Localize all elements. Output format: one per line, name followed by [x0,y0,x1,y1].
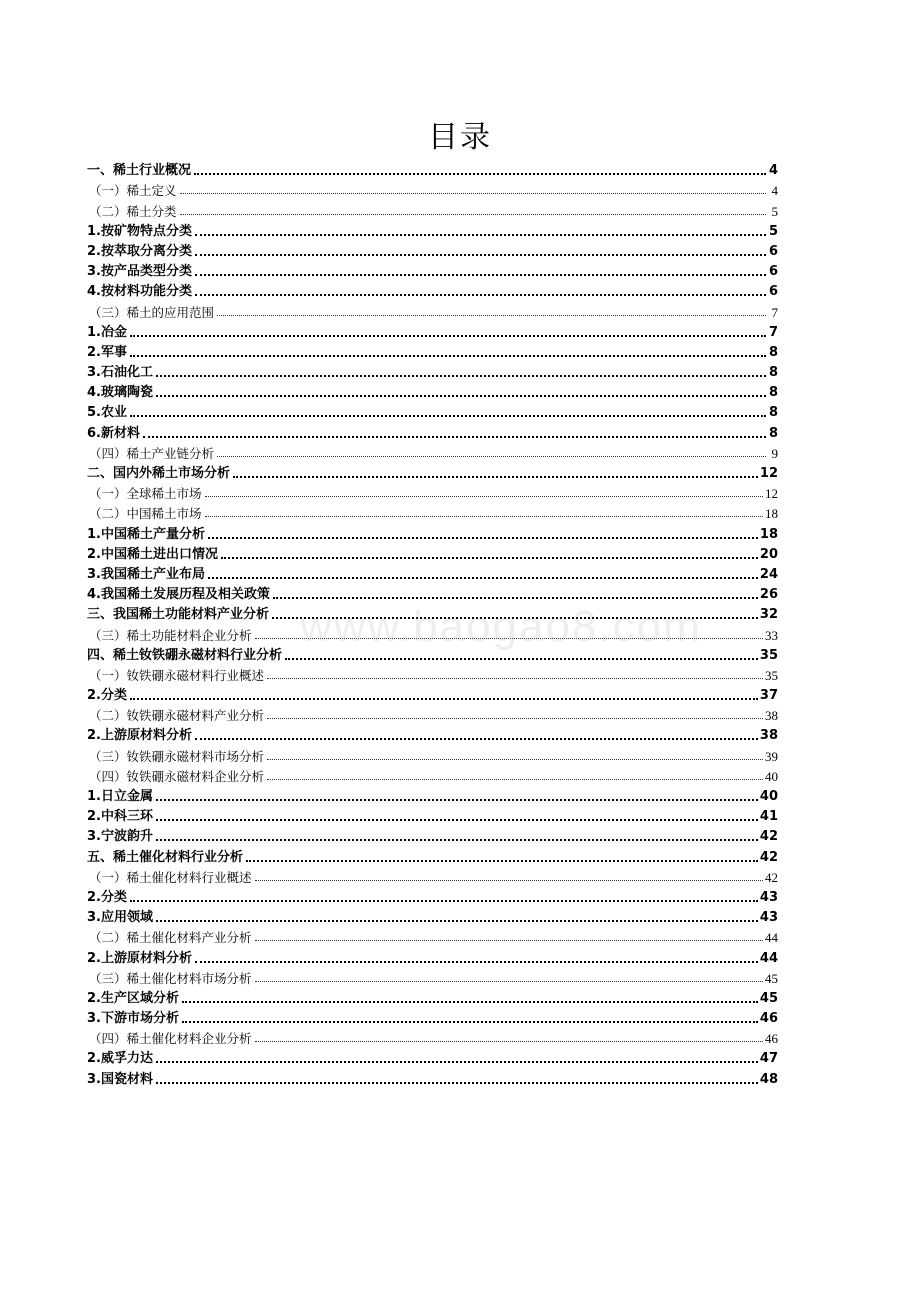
toc-entry[interactable] [87,945,778,965]
dot-leader [195,961,758,963]
toc-entry[interactable] [87,441,778,461]
toc-entry-label: （二）钕铁硼永磁材料产业分析 [89,708,265,724]
dot-leader [130,415,766,417]
toc-entry-page-number: 8 [768,405,778,421]
dot-leader [267,759,763,760]
dot-leader [267,779,763,780]
dot-leader [156,395,766,397]
dot-leader [246,860,758,862]
dot-leader [233,476,758,478]
toc-entry[interactable] [87,521,778,541]
toc-entry[interactable] [87,643,778,663]
toc-entry-page-number: 8 [768,385,778,401]
toc-entry[interactable] [87,158,778,178]
toc-entry-page-number: 32 [759,607,778,623]
toc-entry-page-number: 7 [768,324,778,340]
toc-entry[interactable] [87,986,778,1006]
toc-entry-page-number: 35 [765,667,778,683]
toc-entry-page-number: 48 [759,1071,778,1087]
toc-entry[interactable] [87,743,778,763]
toc-entry[interactable] [87,804,778,824]
toc-entry-label: （四）钕铁硼永磁材料企业分析 [89,768,265,784]
toc-entry[interactable] [87,663,778,683]
toc-entry-label: 2.中国稀土进出口情况 [87,546,218,562]
toc-entry-page-number: 7 [771,304,778,320]
toc-entry-page-number: 33 [765,627,778,643]
toc-entry[interactable] [87,340,778,360]
toc-entry-page-number: 43 [759,910,778,926]
toc-entry-page-number: 12 [759,466,778,481]
toc-entry-page-number: 8 [768,344,778,360]
toc-entry-label: （三）稀土功能材料企业分析 [89,627,252,643]
toc-entry-label: 2.上游原材料分析 [87,728,192,744]
toc-entry[interactable] [87,501,778,521]
toc-entry-label: 2.上游原材料分析 [87,950,192,966]
toc-entry-page-number: 8 [768,425,778,441]
toc-entry[interactable] [87,824,778,844]
toc-entry-label: 4.按材料功能分类 [87,284,192,300]
dot-leader [208,577,758,579]
dot-leader [130,698,758,700]
toc-entry-page-number: 43 [759,889,778,905]
dot-leader [194,173,766,175]
dot-leader [205,516,763,517]
toc-entry[interactable] [87,905,778,925]
toc-entry-label: 2.分类 [87,889,127,905]
toc-entry-page-number: 41 [759,809,778,825]
dot-leader [255,940,763,941]
toc-entry-page-number: 40 [759,789,778,804]
toc-entry-page-number: 42 [759,849,778,865]
dot-leader [195,294,766,296]
dot-leader [130,355,766,357]
dot-leader [156,920,758,922]
toc-entry[interactable] [87,844,778,864]
toc-entry[interactable] [87,1006,778,1026]
toc-entry[interactable] [87,178,778,198]
toc-entry-label: 2.生产区域分析 [87,990,179,1006]
toc-entry-label: （四）稀土催化材料企业分析 [89,1031,252,1047]
dot-leader [195,254,766,256]
toc-entry[interactable] [87,198,778,218]
toc-entry[interactable] [87,622,778,642]
toc-entry-page-number: 37 [759,688,778,704]
toc-entry-label: 2.按萃取分离分类 [87,243,192,259]
toc-entry-label: 1.冶金 [87,324,127,340]
toc-entry-label: 3.宁波韵升 [87,829,153,845]
dot-leader [130,900,758,902]
dot-leader [195,274,766,276]
toc-entry-page-number: 18 [759,526,778,542]
toc-entry-label: 2.分类 [87,688,127,704]
dot-leader [156,375,766,377]
toc-entry-page-number: 5 [771,203,778,219]
toc-entry[interactable] [87,259,778,279]
dot-leader [255,1041,763,1042]
dot-leader [208,537,758,539]
toc-entry[interactable] [87,400,778,420]
toc-entry-label: （三）稀土催化材料市场分析 [89,970,252,986]
toc-entry[interactable] [87,602,778,622]
dot-leader [267,718,763,719]
toc-entry-label: （三）稀土的应用范围 [89,304,215,320]
toc-entry-label: 5.农业 [87,405,127,421]
toc-entry[interactable] [87,219,778,239]
toc-entry-label: 三、我国稀土功能材料产业分析 [87,607,270,623]
toc-entry-label: （一）稀土定义 [89,183,177,199]
dot-leader [255,981,763,982]
dot-leader [156,1082,758,1084]
toc-entry-label: （四）稀土产业链分析 [89,445,215,461]
dot-leader [272,617,758,619]
toc-entry[interactable] [87,542,778,562]
dot-leader [143,436,766,438]
dot-leader [285,658,758,660]
dot-leader [255,880,763,881]
toc-entry[interactable] [87,784,778,804]
toc-entry-label: 一、稀土行业概况 [87,163,192,179]
dot-leader [195,234,766,236]
toc-entry[interactable] [87,279,778,299]
dot-leader [273,597,758,599]
toc-entry-page-number: 42 [759,829,778,845]
toc-entry-page-number: 20 [759,546,778,562]
toc-entry-page-number: 4 [768,163,778,179]
toc-entry[interactable] [87,1066,778,1086]
toc-entry-label: （二）稀土分类 [89,203,177,219]
toc-entry-page-number: 46 [759,1011,778,1027]
toc-entry[interactable] [87,239,778,259]
dot-leader [217,315,766,316]
toc-entry-label: 五、稀土催化材料行业分析 [87,849,244,865]
toc-entry-label: （一）全球稀土市场 [89,486,202,502]
toc-entry-label: 四、稀土钕铁硼永磁材料行业分析 [87,647,283,663]
toc-entry-page-number: 4 [771,183,778,199]
toc-entry[interactable] [87,1026,778,1046]
dot-leader [255,638,763,639]
toc-entry-label: （三）钕铁硼永磁材料市场分析 [89,748,265,764]
toc-entry-label: 3.我国稀土产业布局 [87,566,205,582]
toc-entry-page-number: 24 [759,566,778,582]
dot-leader [156,839,758,841]
toc-entry[interactable] [87,966,778,986]
toc-entry-label: 1.中国稀土产量分析 [87,526,205,542]
table-of-contents [87,158,778,1087]
toc-entry-page-number: 5 [768,223,778,239]
toc-entry[interactable] [87,723,778,743]
page-title: 目录 [428,120,492,155]
toc-entry[interactable] [87,683,778,703]
toc-entry-label: 6.新材料 [87,425,140,441]
dot-leader [182,1021,758,1023]
toc-entry-label: 2.军事 [87,344,127,360]
toc-entry[interactable] [87,1046,778,1066]
toc-entry-page-number: 6 [768,284,778,300]
toc-entry[interactable] [87,420,778,440]
dot-leader [130,335,766,337]
toc-entry[interactable] [87,865,778,885]
toc-entry[interactable] [87,764,778,784]
toc-entry-page-number: 45 [765,970,778,986]
toc-entry-page-number: 6 [768,264,778,280]
toc-entry[interactable] [87,703,778,723]
dot-leader [217,456,766,457]
toc-entry-label: 4.玻璃陶瓷 [87,385,153,401]
dot-leader [156,1061,758,1063]
toc-entry-label: 3.下游市场分析 [87,1011,179,1027]
toc-entry[interactable] [87,320,778,340]
toc-entry-page-number: 38 [765,708,778,724]
toc-entry-page-number: 8 [768,365,778,381]
dot-leader [156,799,758,801]
toc-entry-page-number: 35 [759,647,778,663]
toc-entry-label: 3.石油化工 [87,365,153,381]
toc-entry-label: 2.中科三环 [87,809,153,825]
toc-entry[interactable] [87,481,778,501]
toc-entry-page-number: 6 [768,243,778,259]
toc-entry-label: （二）稀土催化材料产业分析 [89,930,252,946]
toc-entry-page-number: 44 [765,930,778,946]
toc-entry-label: （二）中国稀土市场 [89,506,202,522]
toc-entry-label: 3.应用领域 [87,910,153,926]
dot-leader [182,1001,758,1003]
toc-entry-label: 4.我国稀土发展历程及相关政策 [87,587,270,603]
dot-leader [267,678,763,679]
toc-entry[interactable] [87,925,778,945]
toc-entry[interactable] [87,299,778,319]
toc-entry-page-number: 46 [765,1031,778,1047]
toc-entry[interactable] [87,582,778,602]
toc-entry-page-number: 42 [765,869,778,885]
toc-entry[interactable] [87,885,778,905]
toc-entry-page-number: 45 [759,990,778,1006]
toc-entry[interactable] [87,562,778,582]
watermark: www.baogao8.com [300,602,702,651]
toc-entry-page-number: 9 [771,445,778,461]
dot-leader [205,496,763,497]
toc-entry-page-number: 26 [759,587,778,603]
toc-entry-label: 3.按产品类型分类 [87,264,192,280]
toc-entry-page-number: 44 [759,950,778,966]
dot-leader [195,738,758,740]
toc-entry-page-number: 38 [759,728,778,744]
toc-entry-page-number: 39 [765,748,778,764]
toc-entry-page-number: 40 [765,768,778,784]
toc-entry-label: （一）稀土催化材料行业概述 [89,869,252,885]
toc-entry-label: 1.日立金属 [87,789,153,804]
toc-entry-page-number: 12 [765,486,778,502]
toc-entry-page-number: 18 [765,506,778,522]
toc-entry-label: 2.威孚力达 [87,1051,153,1067]
toc-entry[interactable] [87,380,778,400]
toc-entry[interactable] [87,360,778,380]
dot-leader [156,819,758,821]
toc-entry-label: 3.国瓷材料 [87,1071,153,1087]
toc-entry-label: 二、国内外稀土市场分析 [87,466,231,481]
dot-leader [221,557,758,559]
toc-entry[interactable] [87,461,778,481]
dot-leader [180,214,766,215]
toc-entry-label: （一）钕铁硼永磁材料行业概述 [89,667,265,683]
dot-leader [180,193,766,194]
toc-entry-label: 1.按矿物特点分类 [87,223,192,239]
toc-entry-page-number: 47 [759,1051,778,1067]
